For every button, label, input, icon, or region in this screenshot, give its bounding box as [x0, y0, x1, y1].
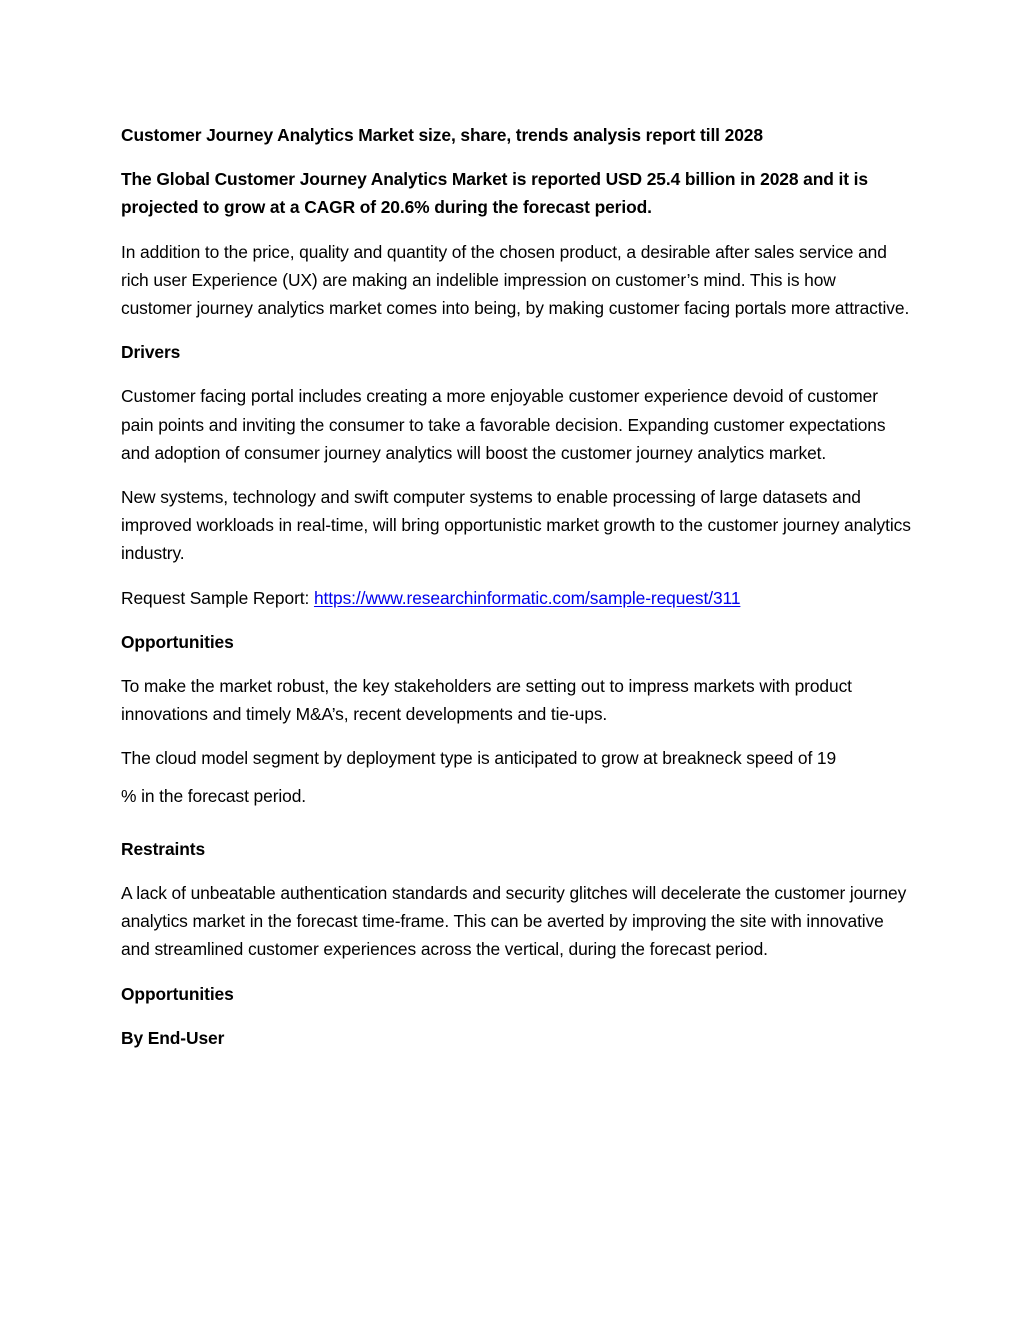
restraints-heading: Restraints [121, 838, 206, 859]
opportunities-paragraph-2 [121, 744, 911, 809]
restraints-paragraph: A lack of unbeatable authentication standards and security glitches will decelerate the customer journey analytics market in the forecast time-frame. This can be averted by improving the site with innovative and streamlined customer experiences across the vertical, during the forecast period. [121, 883, 907, 960]
opportunities-heading-2: Opportunities [121, 983, 234, 1004]
drivers-heading: Drivers [121, 342, 181, 363]
opportunities-paragraph-2-line-2: % in the forecast period. [121, 785, 307, 806]
intro-paragraph: In addition to the price, quality and quantity of the chosen product, a desirable after sales service and rich user Experience (UX) are making an indelible impression on customer’s mind. This is how customer journey analytics market comes into being, by making customer facing portals more attractive. [121, 241, 910, 319]
drivers-paragraph-2: New systems, technology and swift computer systems to enable processing of large datasets and improved workloads in real-time, will bring opportunistic market growth to the customer journey analytics industry. [121, 487, 911, 564]
sample-request-label: Request Sample Report: [121, 587, 314, 608]
document-page [121, 121, 911, 1052]
sample-request-line [121, 584, 911, 612]
sample-request-link[interactable]: https://www.researchinformatic.com/sample-request/311 [313, 587, 741, 608]
summary-paragraph: The Global Customer Journey Analytics Market is reported USD 25.4 billion in 2028 and it is projected to grow at a CAGR of 20.6% during the forecast period. [121, 169, 868, 218]
opportunities-heading: Opportunities [121, 631, 234, 652]
document-title: Customer Journey Analytics Market size, share, trends analysis report till 2028 [121, 125, 763, 145]
opportunities-paragraph-1: To make the market robust, the key stakeholders are setting out to impress markets with product innovations and timely M&A’s, recent developments and tie-ups. [121, 676, 852, 725]
opportunities-paragraph-2-line-1: The cloud model segment by deployment type is anticipated to grow at breakneck speed of 19 [121, 748, 837, 769]
end-user-heading: By End-User [121, 1027, 225, 1048]
drivers-paragraph-1: Customer facing portal includes creating a more enjoyable customer experience devoid of customer pain points and inviting the consumer to take a favorable decision. Expanding customer expectations and adoption of consumer journey analytics will boost the customer journey analytics market. [121, 386, 886, 463]
